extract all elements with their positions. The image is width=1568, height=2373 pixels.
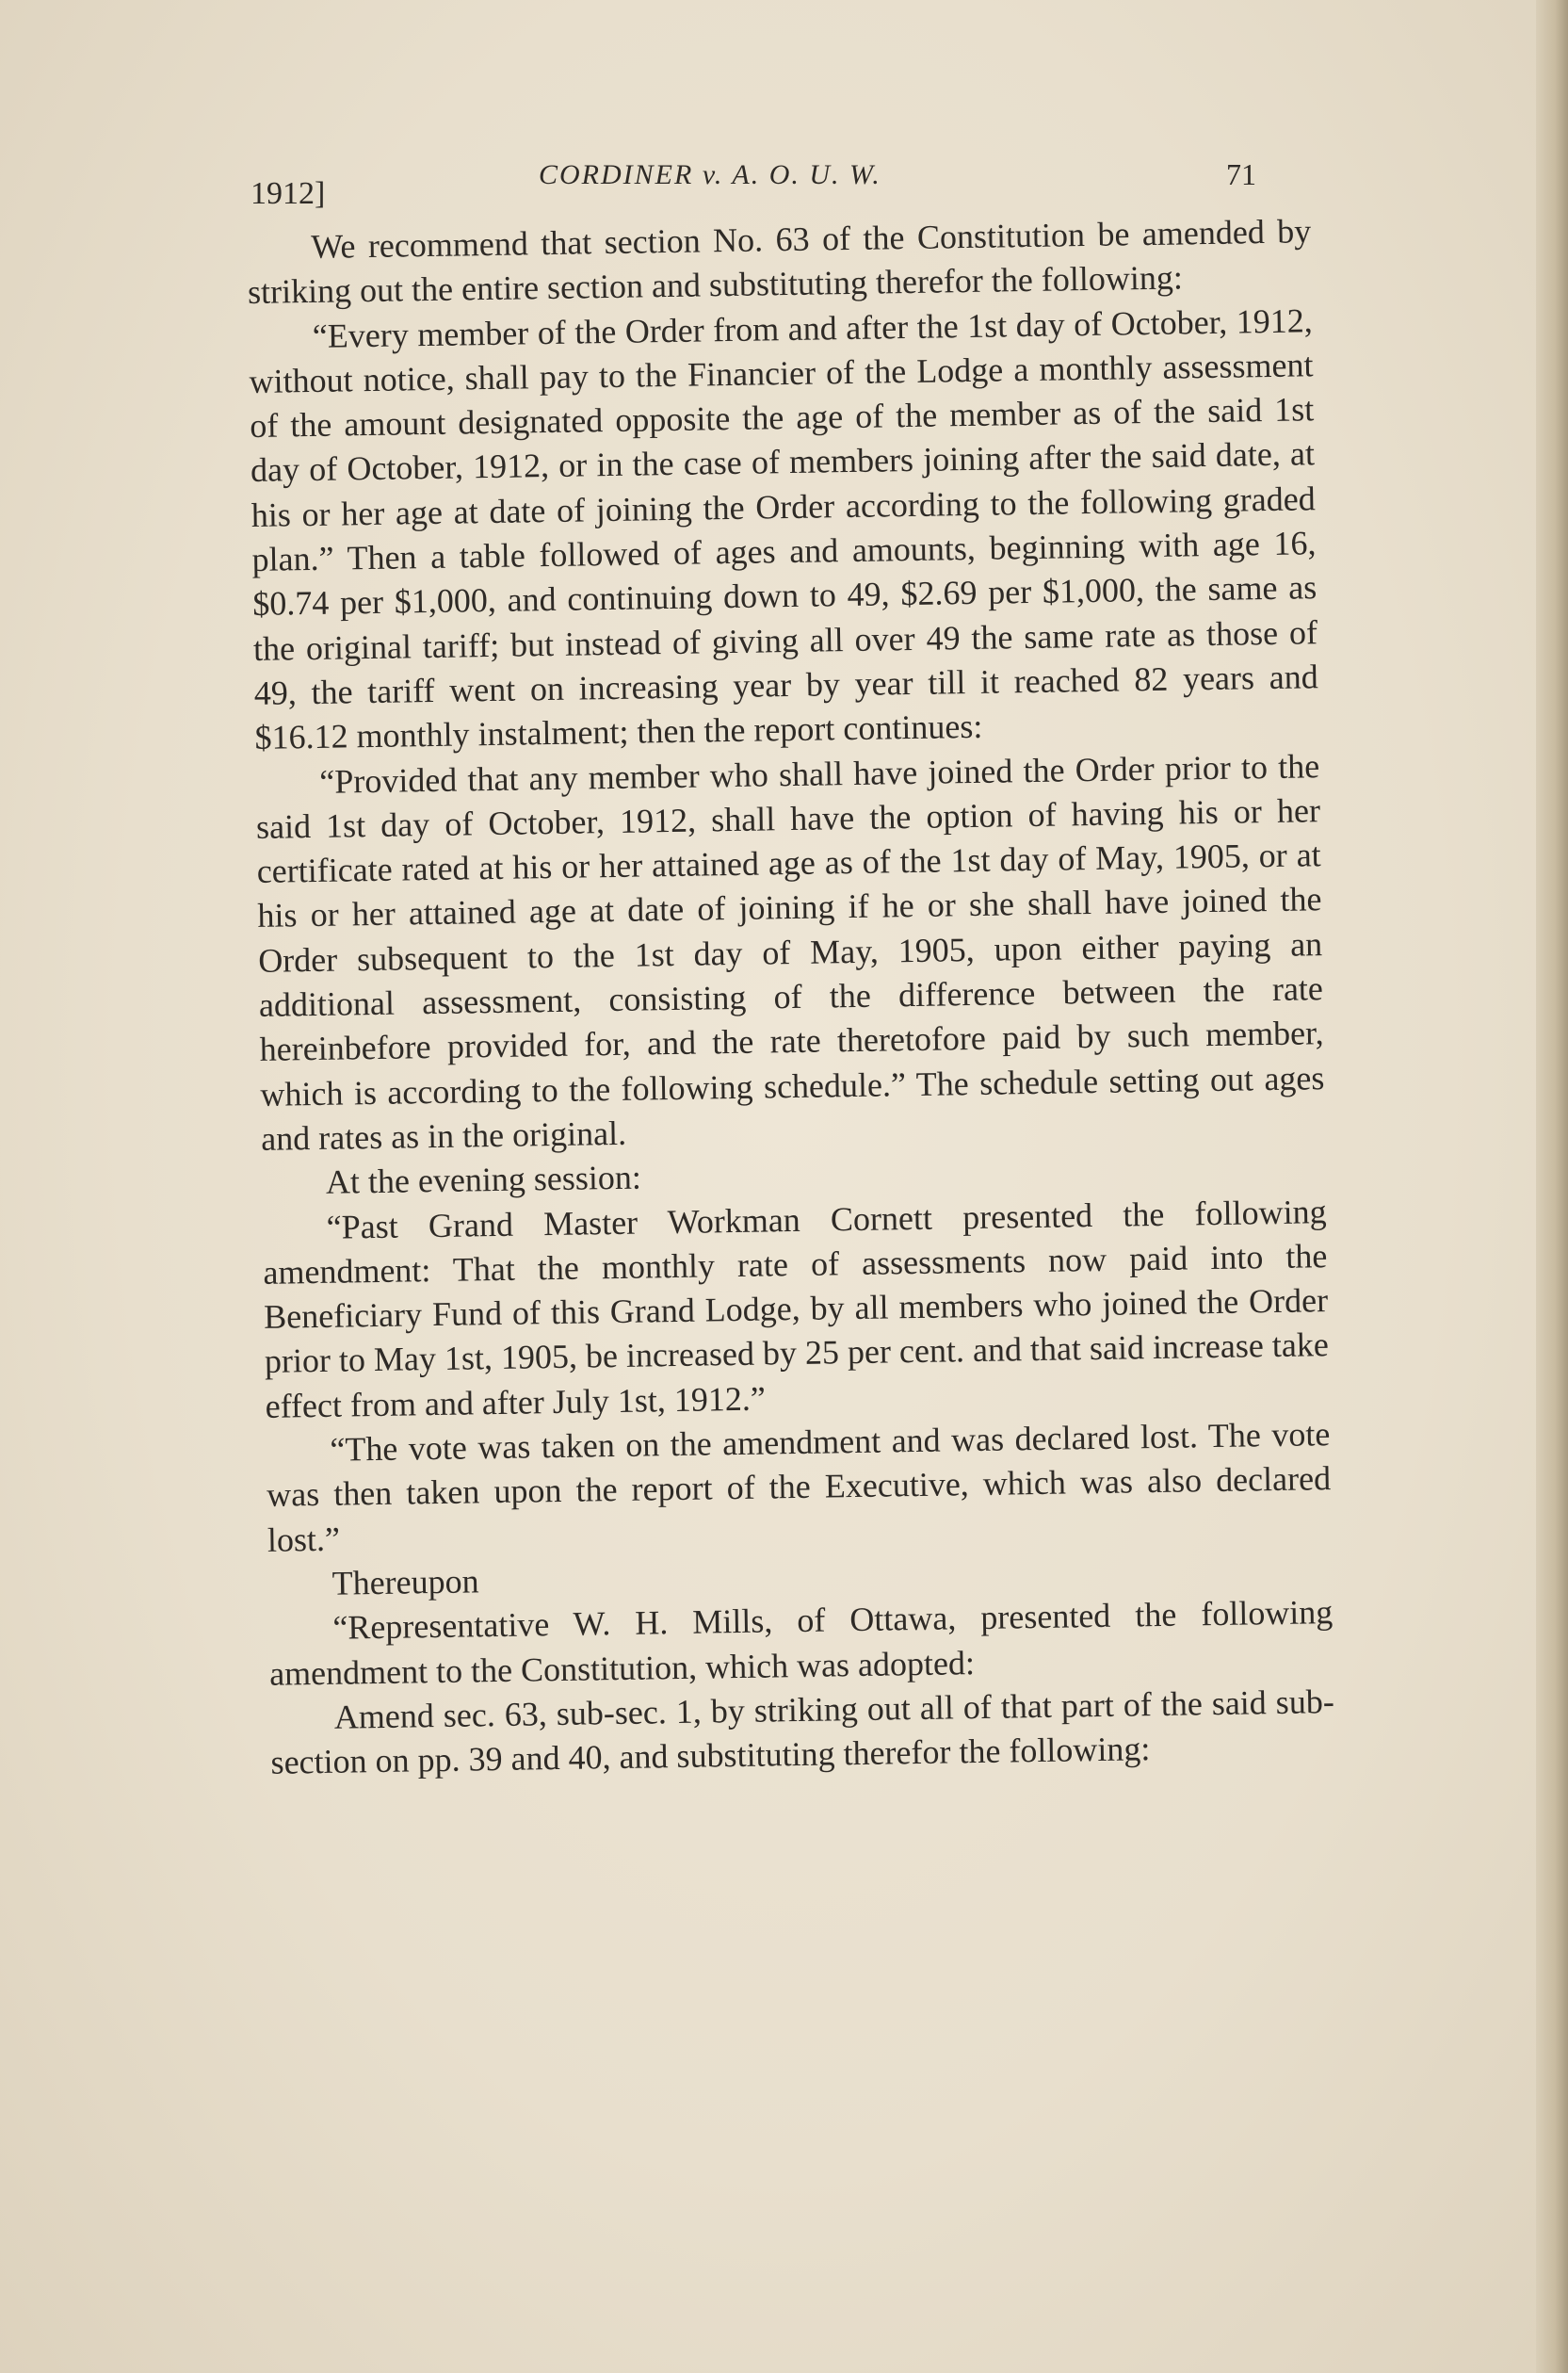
paragraph-mills-amendment: “Representative W. H. Mills, of Ottawa, presented the following amendment to the Constitution, which was adopted:: [268, 1593, 1334, 1693]
page-number: 71: [1226, 157, 1256, 191]
paragraph-recommendation: We recommend that section No. 63 of the Constitution be amended by striking out the entire section and substituting therefor the following:: [247, 212, 1312, 312]
body-text: [247, 209, 1335, 1785]
paragraph-proviso: “Provided that any member who shall have joined the Order prior to the said 1st day of October, 1912, shall have the option of having his or her certificate rated at his or her attained age as of the 1st day of May, 1905, or at his or her attained age at date of joining if he or she shall have joined the Order subsequent to the 1st day of May, 1905, upon either paying an additional assessment, consisting of the difference between the rate hereinbefore provided for, and the rate theretofore paid by such member, which is according to the following schedule.” The schedule setting out ages and rates as in the original.: [255, 746, 1325, 1158]
page-edge: [1536, 0, 1568, 2373]
running-head-title: CORDINER v. A. O. U. W.: [539, 159, 881, 190]
paragraph-vote: “The vote was taken on the amendment and was declared lost. The vote was then taken upon the report of the Executive, which was also declared lost.”: [266, 1415, 1332, 1559]
paragraph-amend-sec-63: Amend sec. 63, sub-sec. 1, by striking out all of that part of the said sub-section on pp. 39 and 40, and substituting therefor the following:: [270, 1682, 1335, 1781]
paragraph-thereupon: Thereupon: [331, 1562, 479, 1602]
running-head-year: 1912]: [251, 176, 326, 211]
paragraph-evening-session: At the evening session:: [325, 1158, 642, 1202]
paragraph-cornett-amendment: “Past Grand Master Workman Cornett presented the following amendment: That the monthly rate of assessments now paid into the Beneficiary Fund of this Grand Lodge, by all members who joined the Order prior to May 1st, 1905, be increased by 25 per cent. and that said increase take effect from and after July 1st, 1912.”: [263, 1192, 1330, 1425]
running-head: [247, 155, 1264, 212]
paragraph-graded-plan: “Every member of the Order from and after the 1st day of October, 1912, without notice, shall pay to the Financier of the Lodge a monthly assessment of the amount designated opposite the age of the member as of the said 1st day of October, 1912, or in the case of members joining after the said date, at his or her age at date of joining the Order according to the following graded plan.” Then a table followed of ages and amounts, beginning with age 16, $0.74 per $1,000, and continuing down to 49, $2.69 per $1,000, the same as the original tariff; but instead of giving all over 49 the same rate as those of 49, the tariff went on increasing year by year till it reached 82 years and $16.12 monthly instalment; then the report continues:: [249, 301, 1318, 757]
